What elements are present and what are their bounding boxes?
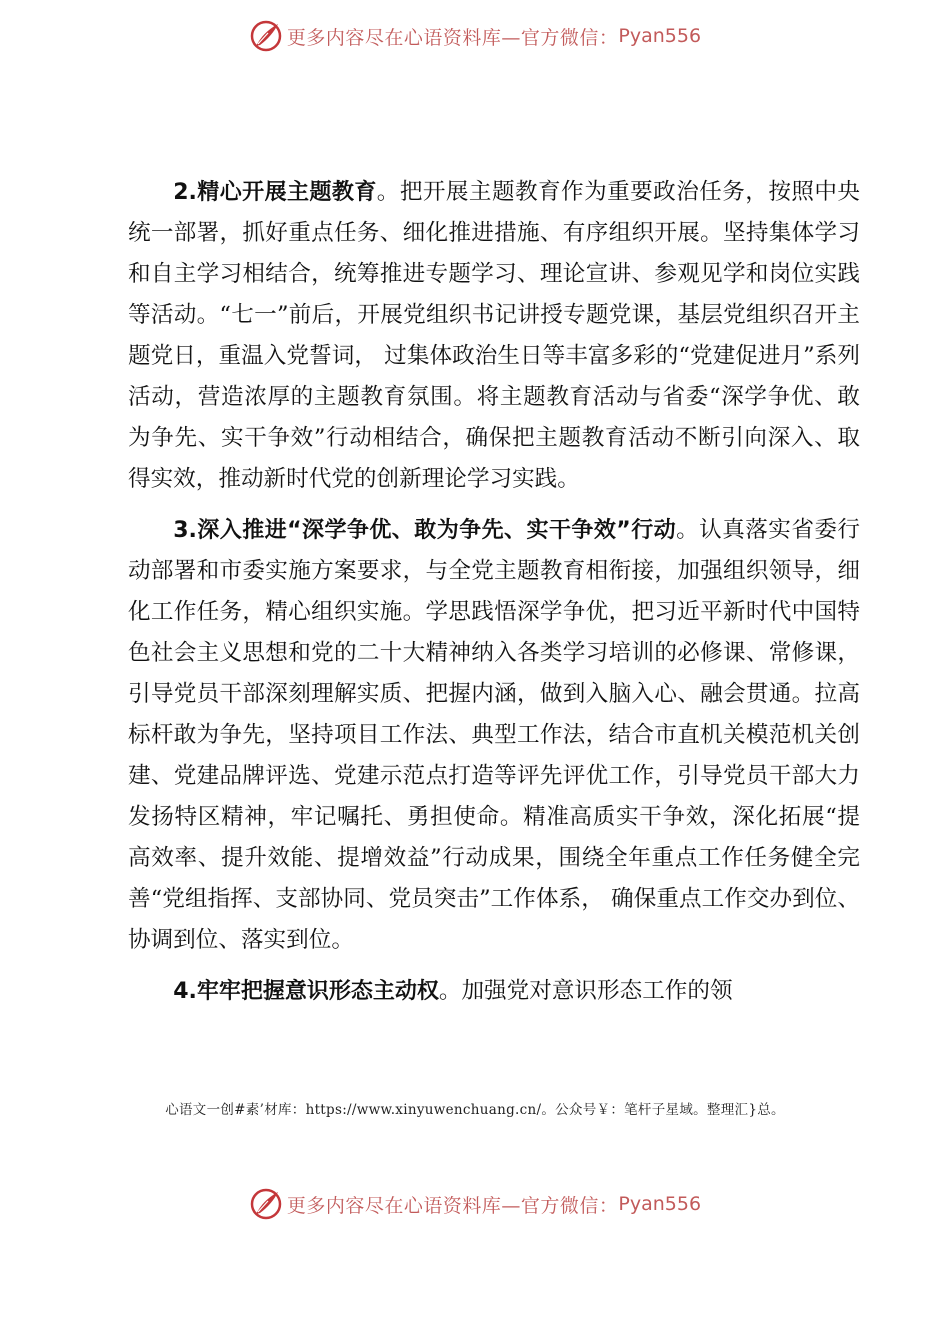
paragraph-heading: 4.牢牢把握意识形态主动权 [173,979,439,1004]
paragraph-4 [128,971,860,1012]
banner-text: 更多内容尽在心语资料库—官方微信： [286,26,619,49]
wechat-id: Pyan556 [618,1193,702,1215]
banner-text: 更多内容尽在心语资料库—官方微信： [286,1194,619,1217]
document-body [128,172,860,1022]
paragraph-heading: 2.精心开展主题教育 [173,180,377,205]
paragraph-heading: 3.深入推进“深学争优、敢为争先、实干争效”行动 [173,518,677,543]
paragraph-text: 。认真落实省委行动部署和市委实施方案要求，与全党主题教育相衔接，加强组织领导，细化工作任务，精心组织实施。学思践悟深学争优，把习近平新时代中国特色社会主义思想和党的二十大精神纳入各类学习培训的必修课、常修课，引导党员干部深刻理解实质、把握内涵，做到入脑入心、融会贯通。拉高标杆敢为争先，坚持项目工作法、典型工作法，结合市直机关模范机关创建、党建品牌评选、党建示范点打造等评先评优工作，引导党员干部大力发扬特区精神，牢记嘱托、勇担使命。精准高质实干争效，深化拓展“提高效率、提升效能、提增效益”行动成果，围绕全年重点工作任务健全完善“党组指挥、支部协同、党员突击”工作体系， 确保重点工作交办到位、协调到位、落实到位。 [128,517,861,953]
feather-brush-logo-icon [249,19,283,53]
paragraph-3 [128,510,860,961]
header-banner [0,16,950,56]
footer-banner [0,1184,950,1224]
paragraph-2 [128,172,860,500]
paragraph-text: 。把开展主题教育作为重要政治任务，按照中央统一部署，抓好重点任务、细化推进措施、有序组织开展。坚持集体学习和自主学习相结合，统筹推进专题学习、理论宣讲、参观见学和岗位实践等活动。“七一”前后，开展党组织书记讲授专题党课，基层党组织召开主题党日，重温入党誓词， 过集体政治生日等丰富多彩的“党建促进月”系列活动，营造浓厚的主题教育氛围。将主题教育活动与省委“深学争优、敢为争先、实干争效”行动相结合，确保把主题教育活动不断引向深入、取得实效，推动新时代党的创新理论学习实践。 [128,179,861,492]
paragraph-text: 。加强党对意识形态工作的领 [438,978,733,1004]
wechat-id: Pyan556 [618,25,702,47]
source-footnote: 心语文一创#素’材库：https://www.xinyuwenchuang.cn/。公众号￥：笔杆子星域。整理汇}总。 [165,1102,785,1118]
feather-brush-logo-icon [249,1187,283,1221]
